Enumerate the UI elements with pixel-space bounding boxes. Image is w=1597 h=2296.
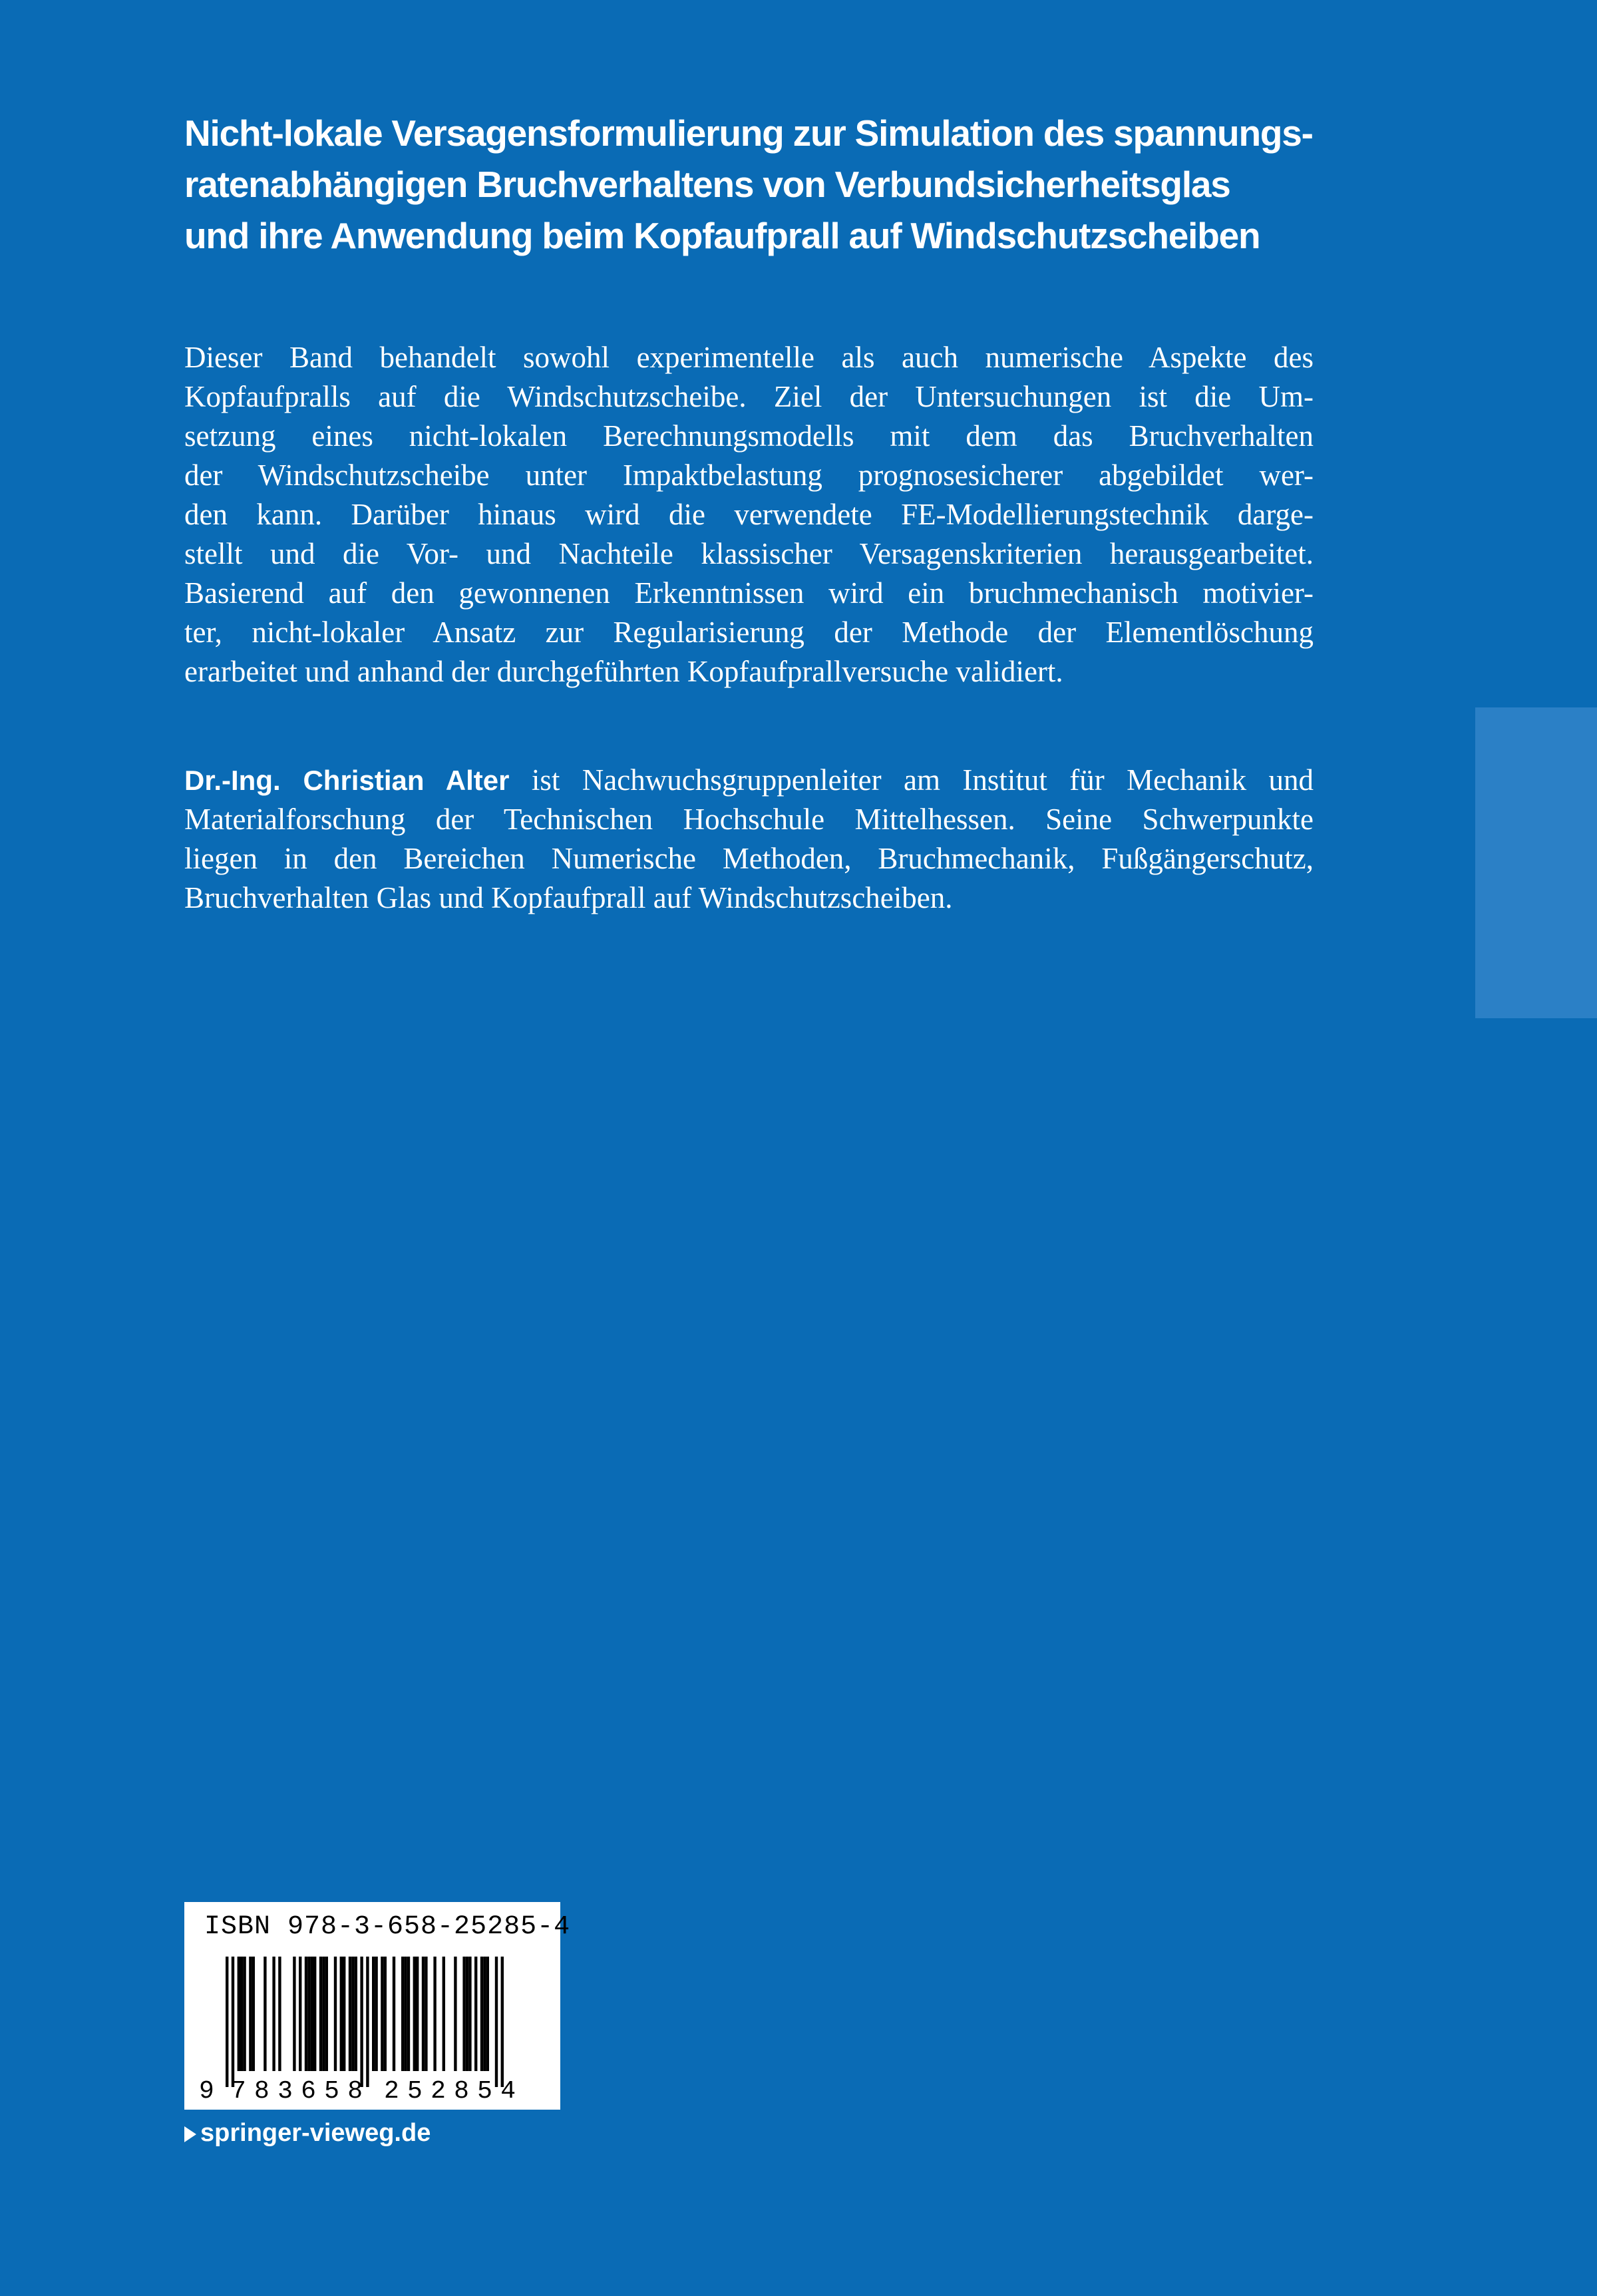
- barcode-bar: [299, 1957, 301, 2071]
- barcode-bar: [384, 1957, 387, 2071]
- barcode-bar: [393, 1957, 395, 2071]
- barcode: [198, 1957, 547, 2103]
- barcode-bar: [443, 1957, 445, 2071]
- barcode-bar: [240, 1957, 243, 2071]
- bio-line: Materialforschung der Technischen Hochschule Mittelhessen. Seine Schwerpunkte: [184, 803, 1314, 836]
- barcode-bar: [501, 1957, 504, 2087]
- author-bio: [184, 761, 1314, 918]
- barcode-bars: [226, 1957, 504, 2087]
- barcode-bar: [413, 1957, 416, 2071]
- bio-first-line-text: ist Nachwuchsgruppenleiter am Institut für Mechanik und: [509, 763, 1314, 797]
- abstract-line: Basierend auf den gewonnenen Erkenntnissen wird ein bruchmechanisch motivier-: [184, 576, 1314, 610]
- isbn-label: ISBN 978-3-658-25285-4: [204, 1912, 571, 1942]
- title-line: und ihre Anwendung beim Kopfaufprall auf Windschutzscheiben: [184, 215, 1260, 256]
- book-title: [184, 108, 1355, 262]
- isbn-barcode-box: [184, 1902, 571, 2110]
- barcode-bar: [293, 1957, 295, 2071]
- abstract-paragraph: [184, 338, 1314, 691]
- author-name: Dr.-Ing. Christian Alter: [184, 765, 510, 796]
- title-line: Nicht-lokale Versagensformulierung zur Simulation des spannungs-: [184, 112, 1313, 154]
- barcode-bar: [486, 1957, 489, 2071]
- barcode-bar: [307, 1957, 310, 2071]
- abstract-line: ter, nicht-lokaler Ansatz zur Regularisierung der Methode der Elementlöschung: [184, 616, 1314, 649]
- barcode-bar: [381, 1957, 383, 2071]
- barcode-left-digits: 783658: [231, 2077, 363, 2103]
- barcode-bar: [422, 1957, 425, 2071]
- barcode-bar: [349, 1957, 351, 2071]
- barcode-bar: [366, 1957, 369, 2087]
- barcode-bar: [334, 1957, 337, 2071]
- barcode-bar: [454, 1957, 456, 2071]
- abstract-line: Dieser Band behandelt sowohl experimentelle als auch numerische Aspekte des: [184, 341, 1314, 374]
- barcode-bar: [264, 1957, 266, 2071]
- arrow-right-icon: [184, 2126, 196, 2142]
- bio-line: Bruchverhalten Glas und Kopfaufprall auf Windschutzscheiben.: [184, 881, 953, 914]
- barcode-bar: [407, 1957, 410, 2071]
- barcode-right-digits: 252854: [384, 2077, 516, 2103]
- barcode-bar: [416, 1957, 419, 2071]
- barcode-bar: [351, 1957, 354, 2071]
- barcode-bar: [355, 1957, 357, 2071]
- barcode-bar: [313, 1957, 316, 2071]
- publisher-website: springer-vieweg.de: [200, 2119, 431, 2147]
- publisher-link[interactable]: [184, 2115, 431, 2151]
- barcode-bar: [322, 1957, 325, 2071]
- barcode-bar: [372, 1957, 375, 2071]
- barcode-bar: [340, 1957, 343, 2071]
- barcode-bar: [483, 1957, 486, 2071]
- barcode-bar: [474, 1957, 477, 2071]
- barcode-bar: [495, 1957, 498, 2087]
- barcode-lead-digit: 9: [199, 2077, 214, 2103]
- barcode-bar: [249, 1957, 252, 2071]
- barcode-bar: [360, 1957, 363, 2087]
- abstract-line: den kann. Darüber hinaus wird die verwendete FE-Modellierungstechnik darge-: [184, 498, 1314, 531]
- barcode-bar: [468, 1957, 471, 2071]
- barcode-bar: [311, 1957, 313, 2071]
- barcode-bar: [252, 1957, 255, 2071]
- barcode-bar: [226, 1957, 228, 2087]
- barcode-bar: [319, 1957, 322, 2071]
- barcode-bar: [278, 1957, 281, 2071]
- abstract-line: erarbeitet und anhand der durchgeführten Kopfaufprallversuche validiert.: [184, 655, 1063, 688]
- barcode-bar: [238, 1957, 240, 2071]
- barcode-bar: [433, 1957, 436, 2071]
- barcode-bar: [480, 1957, 483, 2071]
- bio-line: liegen in den Bereichen Numerische Methoden, Bruchmechanik, Fußgängerschutz,: [184, 842, 1314, 875]
- barcode-bar: [325, 1957, 328, 2071]
- abstract-line: Kopfaufpralls auf die Windschutzscheibe. Ziel der Untersuchungen ist die Um-: [184, 380, 1314, 413]
- barcode-bar: [404, 1957, 407, 2071]
- side-color-tab: [1475, 707, 1597, 1018]
- barcode-bar: [425, 1957, 427, 2071]
- barcode-bar: [343, 1957, 345, 2071]
- barcode-bar: [272, 1957, 275, 2071]
- barcode-bar: [232, 1957, 234, 2087]
- barcode-bar: [401, 1957, 404, 2071]
- barcode-bar: [243, 1957, 246, 2071]
- barcode-bar: [462, 1957, 465, 2071]
- barcode-bar: [466, 1957, 468, 2071]
- title-line: ratenabhängigen Bruchverhaltens von Verbundsicherheitsglas: [184, 164, 1230, 205]
- abstract-line: setzung eines nicht-lokalen Berechnungsmodells mit dem das Bruchverhalten: [184, 419, 1314, 453]
- barcode-bar: [305, 1957, 307, 2071]
- abstract-line: der Windschutzscheibe unter Impaktbelastung prognosesicherer abgebildet wer-: [184, 459, 1314, 492]
- abstract-line: stellt und die Vor- und Nachteile klassischer Versagenskriterien herausgearbeitet.: [184, 537, 1314, 570]
- bio-line: [184, 761, 1314, 800]
- barcode-bar: [375, 1957, 377, 2071]
